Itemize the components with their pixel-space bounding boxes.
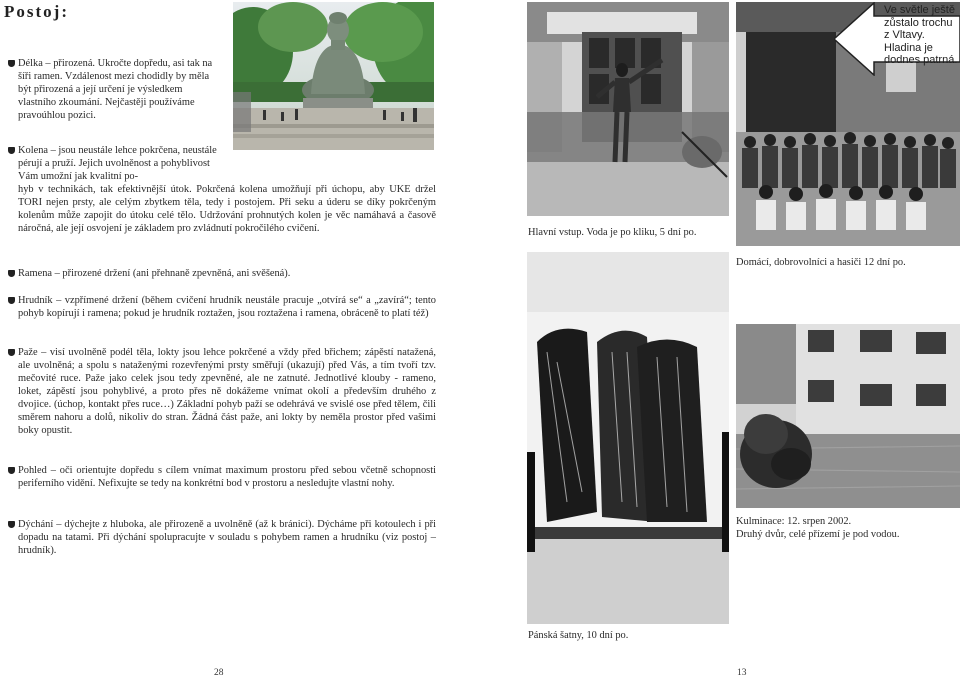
yard-flood-photo [736,324,960,508]
lockers-graphic [527,252,729,624]
caption-yard-line1: Kulminace: 12. srpen 2002. [736,516,852,527]
paragraph-kolena-b: hyb v technikách, tak efektivnější útok. Pokrčená kolena umožňují při úchopu, aby UKE držel TORI nejen prsty, ale celým zbytkem těla, tedy i postojem. Při seku a úderu se díky pokrčeným kolenům může zapojit do útoku celé tělo. Udržování prohnutých kolen je věc namáhavá a časově náročná, ale její osvojení je základem pro zvládnutí pokročilého cvičení. [18,184,436,234]
bullet-icon [8,270,15,277]
caption-volunteers: Domácí, dobrovolníci a hasiči 12 dní po. [736,257,906,268]
paragraph-paze: Paže – visí uvolněně podél těla, lokty jsou lehce pokrčené a vždy před břichem; zápěstí natažená, ale uvolněná; a spolu s nataženými rozevřenými prsty směřují (ukazují) před Vás, a tím tvoří tzv. mečovité ruce. Paže jako celek jsou tedy zpevněné, ale ne zatnuté. Jednotlivé klouby - rameno, loket, zápěstí jsou pohyblivé, a proto přes ně dokážeme vnímat okolí a především druhého z dvojice. (úchop, kontakt přes ruce…) Základní pohyb paží se odehrává ve svislé ose před tělem, čili směrem nahoru a dolů, nikoliv do stran. Žádná část paže, ani lokty by neměla prostor před vašimi boky opustit. [18,346,436,437]
paragraph-pohled: Pohled – oči orientujte dopředu s cílem vnímat maximum prostoru před sebou včetně schopnosti periferního vidění. Nefixujte se tedy na konkrétní bod v prostoru a nesledujte vlastní nohy. [18,464,436,490]
page-title: Postoj: [4,2,69,21]
arrow-callout [834,2,960,76]
entrance-flood-photo [527,2,729,216]
entrance-flood-graphic [527,2,729,216]
buddha-photo [233,2,434,150]
bullet-icon [8,521,15,528]
yard-flood-graphic [736,324,960,508]
caption-lockers: Pánská šatny, 10 dní po. [528,630,629,641]
arrow-note-text: Ve světle ještě zůstalo trochu z Vltavy. Hladina je dodnes patrná. [884,4,958,66]
caption-entrance: Hlavní vstup. Voda je po kliku, 5 dní po. [528,227,697,238]
page-number-left: 28 [214,668,224,678]
paragraph-hrudnik: Hrudník – vzpřímené držení (během cvičení hrudník neustále pracuje „otvírá se“ a „zavírá“; tento pohyb kopírují i ramena; pokud je hrudník roztažen, jsou roztažena i ramena, obráceně to platí též) [18,294,436,320]
paragraph-kolena-a: Kolena – jsou neustále lehce pokrčena, neustále pérují a pruží. Jejich uvolněnost a pohyblivost Vám umožní jak kvalitní po- [18,144,226,183]
caption-yard [736,515,899,541]
bullet-icon [8,297,15,304]
caption-yard-line2: Druhý dvůr, celé přízemí je pod vodou. [736,529,900,540]
paragraph-dychani: Dýchání – dýchejte z hluboka, ale přirozeně a uvolněně (až k bránici). Dýcháme při kotoulech i při dopadu na tatami. Při dýchání spolupracujte v souladu s pohybem ramen a hrudníku (viz postoj – hrudník). [18,518,436,557]
paragraph-ramena: Ramena – přirozené držení (ani přehnaně zpevněná, ani svěšená). [18,267,436,280]
bullet-icon [8,60,15,67]
lockers-photo [527,252,729,624]
bullet-icon [8,467,15,474]
bullet-icon [8,147,15,154]
paragraph-delka: Délka – přirozená. Ukročte dopředu, asi tak na šíři ramen. Vzdálenost mezi chodidly by měla být přirozená a její určení je výsledkem vlastního zkoumání. Nejčastěji používáme pravoúhlou pozici. [18,57,223,122]
page-number-right: 13 [737,668,747,678]
buddha-photo-graphic [233,2,434,150]
bullet-icon [8,349,15,356]
